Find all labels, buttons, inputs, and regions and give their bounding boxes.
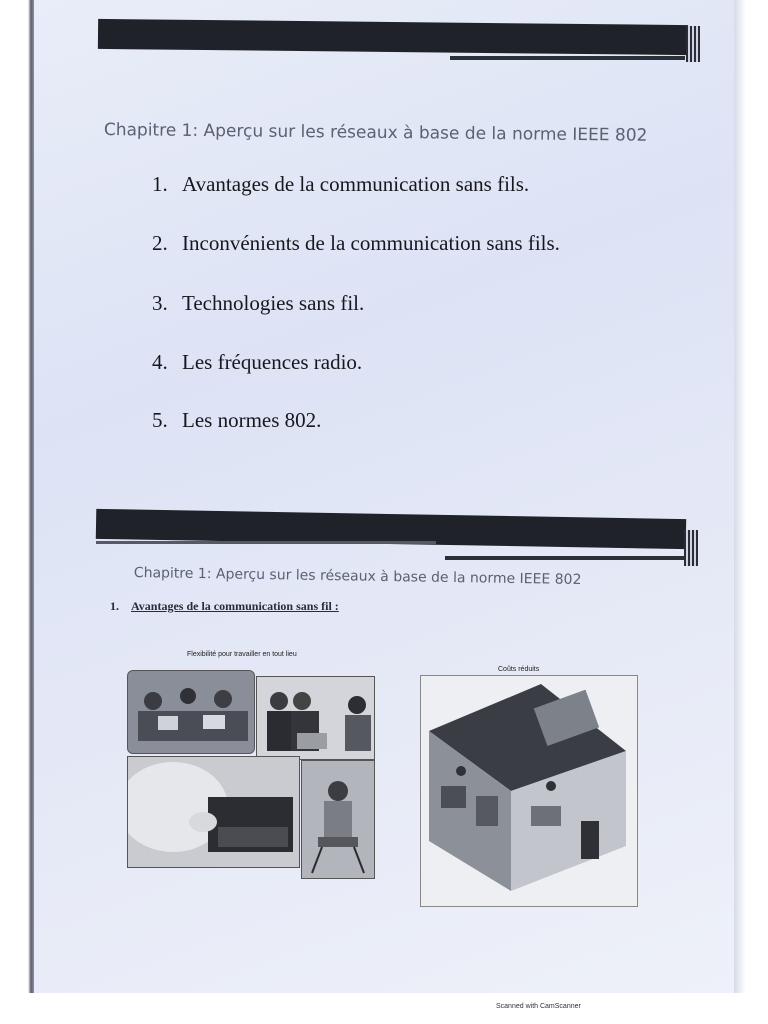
hands-keyboard-illustration [128, 757, 299, 867]
photo-meeting-laptops [127, 670, 255, 754]
business-people-illustration [257, 677, 374, 759]
scan-right-edge [734, 0, 768, 993]
list-item-text: Inconvénients de la communication sans fils. [182, 231, 560, 255]
slide1-header-underline [450, 56, 685, 60]
slide1-header-bar [98, 19, 688, 55]
list-item-number: 1. [152, 172, 168, 196]
slide2-header-underline [445, 556, 685, 560]
list-item-number: 3. [152, 291, 168, 315]
list-item-text: Technologies sans fil. [182, 291, 365, 315]
slide2-title: Chapitre 1: Aperçu sur les réseaux à base de la norme IEEE 802 [133, 565, 582, 589]
list-item-text: Les normes 802. [182, 408, 322, 432]
list-item-number: 5. [152, 408, 168, 432]
list-item [152, 172, 529, 197]
list-item [152, 350, 362, 375]
list-item-number: 2. [152, 231, 168, 255]
list-item-text: Les fréquences radio. [182, 350, 363, 374]
slide1-title: Chapitre 1: Aperçu sur les réseaux à base de la norme IEEE 802 [103, 120, 648, 146]
slide1-header-stripes [686, 26, 700, 62]
list-item [152, 231, 560, 256]
photo-business-people [256, 676, 375, 760]
photo-woman-outdoors [301, 760, 375, 879]
slide2-header-underline [96, 541, 436, 544]
section-title: Avantages de la communication sans fil : [131, 599, 339, 613]
list-item-number: 4. [152, 350, 168, 374]
scanner-footer: Scanned with CamScanner [496, 1003, 581, 1010]
section-number: 1. [110, 599, 119, 613]
caption-costs: Coûts réduits [498, 666, 540, 673]
list-item-text: Avantages de la communication sans fils. [182, 172, 530, 196]
people-laptops-illustration [128, 671, 254, 753]
wireless-home-icon [421, 676, 637, 906]
section-heading [110, 599, 339, 614]
slide2-header-stripes [684, 530, 698, 566]
scan-left-edge [0, 0, 34, 993]
photo-hands-keyboard [127, 756, 300, 868]
woman-outdoors-illustration [302, 761, 374, 878]
list-item [152, 408, 321, 433]
list-item [152, 291, 364, 316]
house-illustration [420, 675, 638, 907]
caption-flexibility: Flexibilité pour travailler en tout lieu [187, 651, 297, 658]
